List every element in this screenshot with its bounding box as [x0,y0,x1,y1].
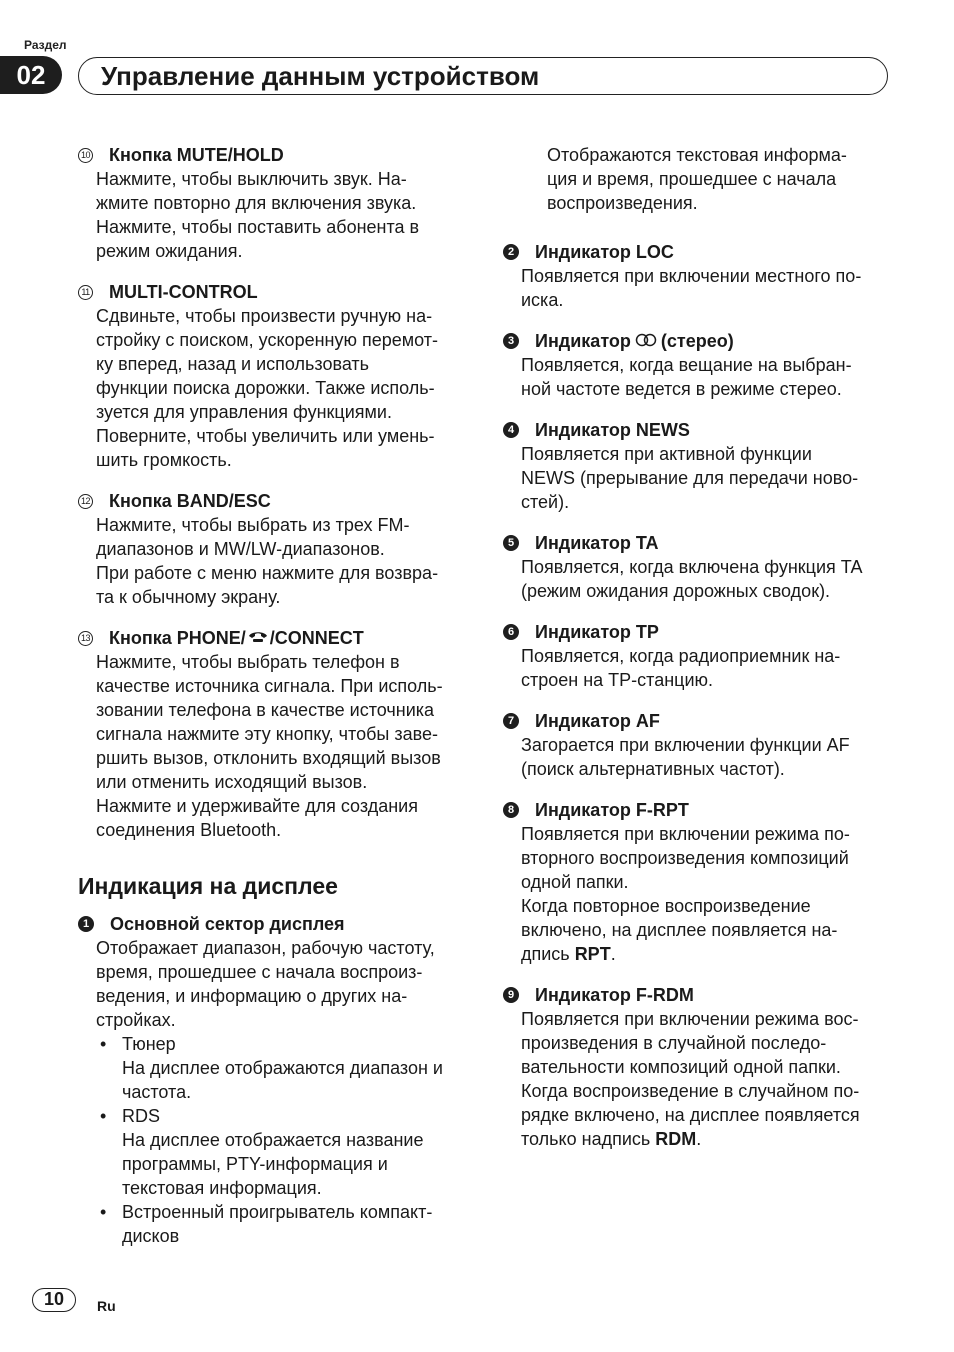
text-line: Отображает диапазон, рабочую частоту, [96,938,435,958]
display-section-heading: Индикация на дисплее [78,873,338,899]
bullet-label: Тюнер [122,1034,176,1054]
text-line: Появляется при включении режима по- [521,824,850,844]
item-title: Индикатор F-RDM [535,985,694,1005]
bullet-label: Встроенный проигрыватель компакт- [122,1202,433,1222]
item-number: 10 [78,148,93,163]
left-column [78,143,470,1265]
text-line: частота. [122,1082,192,1102]
text-line: Появляется при активной функции [521,444,812,464]
text-line: соединения Bluetooth. [96,820,282,840]
item-number: 12 [78,494,93,509]
text-line: включено, на дисплее появляется на- [521,920,838,940]
right-column [503,143,898,1168]
text-line: текстовая информация. [122,1178,322,1198]
chapter-number: 02 [0,56,62,94]
text-line: При работе с меню нажмите для возвра- [96,563,439,583]
text-line: ршить вызов, отклонить входящий вызов [96,748,441,768]
item-number: 1 [78,916,94,932]
item-mute-hold [78,143,470,263]
item-number: 5 [503,535,519,551]
stereo-icon [635,333,657,347]
item-band-esc [78,489,470,609]
chapter-title-frame [78,57,888,95]
text-line: иска. [521,290,564,310]
item-number: 2 [503,244,519,260]
item-title-part-b: /CONNECT [269,628,364,648]
item-ta-indicator [503,531,898,603]
text-line: Нажмите и удерживайте для создания [96,796,418,816]
item-title: Кнопка BAND/ESC [109,491,271,511]
text-line: NEWS (прерывание для передачи ново- [521,468,859,488]
item-tp-indicator [503,620,898,692]
text-line: Сдвиньте, чтобы произвести ручную на- [96,306,433,326]
item-stereo-indicator [503,329,898,401]
text-line: Поверните, чтобы увеличить или умень- [96,426,435,446]
text-line: дисков [122,1226,180,1246]
text-line: стройку с поиском, ускоренную перемот- [96,330,438,350]
text-line: Появляется при включении режима вос- [521,1009,859,1029]
item-title: MULTI-CONTROL [109,282,258,302]
bullet-item: • Встроенный проигрыватель компакт- дисков [100,1202,433,1246]
item-title: Индикатор AF [535,711,660,731]
item-number: 11 [78,285,93,300]
text-line: (режим ожидания дорожных сводок). [521,581,831,601]
bullet-item: • RDS На дисплее отображается название программы, PTY-информация и текстовая информация. [100,1106,424,1198]
text-line: зовании телефона в качестве источника [96,700,435,720]
item-title: Основной сектор дисплея [110,914,345,934]
item-main-display-area [78,912,470,1248]
phone-icon [247,630,269,643]
item-title-part-a: Кнопка PHONE/ [109,628,246,648]
text-line: режим ожидания. [96,241,243,261]
text-line: Отображаются текстовая информа- [547,145,847,165]
text-line-with-bold: дпись RPT. [521,944,616,964]
text-line: ция и время, прошедшее с начала [547,169,837,189]
item-title: Индикатор TA [535,533,659,553]
text-line: Нажмите, чтобы выключить звук. На- [96,169,407,189]
text-line-with-bold: только надпись RDM. [521,1129,702,1149]
text-line: функции поиска дорожки. Также исполь- [96,378,435,398]
section-label: Раздел [24,38,67,52]
item-multi-control [78,280,470,472]
text-line: вательности композиций одной папки. [521,1057,841,1077]
text-line: Появляется, когда включена функция TA [521,557,863,577]
text-line: ведения, и информацию о других на- [96,986,408,1006]
cd-player-continuation [503,143,898,215]
rpt-label: RPT [574,944,611,964]
item-title: Кнопка MUTE/HOLD [109,145,284,165]
text-line: сигнала нажмите эту кнопку, чтобы заве- [96,724,438,744]
text-line: время, прошедшее с начала воспроиз- [96,962,423,982]
item-title: Индикатор LOC [535,242,674,262]
text-line: (поиск альтернативных частот). [521,759,785,779]
item-number: 13 [78,631,93,646]
page-number: 10 [32,1288,76,1312]
item-af-indicator [503,709,898,781]
text-line: качестве источника сигнала. При исполь- [96,676,443,696]
text-line: рядке включено, на дисплее появляется [521,1105,860,1125]
text-line: та к обычному экрану. [96,587,281,607]
bullet-label: RDS [122,1106,161,1126]
language-code: Ru [97,1298,116,1314]
text-line: На дисплее отображаются диапазон и [122,1058,443,1078]
text-line: одной папки. [521,872,629,892]
item-f-rdm-indicator [503,983,898,1151]
text-line: программы, PTY-информация и [122,1154,388,1174]
item-number: 9 [503,987,519,1003]
item-number: 6 [503,624,519,640]
text-line: жмите повторно для включения звука. [96,193,417,213]
text-line: или отменить исходящий вызов. [96,772,368,792]
text-line: ку вперед, назад и использовать [96,354,370,374]
item-title: Индикатор F-RPT [535,800,689,820]
text-line: Появляется, когда вещание на выбран- [521,355,852,375]
item-title-part-a: Индикатор [535,331,631,351]
text-line: стей). [521,492,570,512]
item-phone-connect [78,626,470,842]
text-line: Загорается при включении функции AF [521,735,850,755]
item-number: 8 [503,802,519,818]
rdm-label: RDM [655,1129,697,1149]
text-line: Появляется, когда радиоприемник на- [521,646,841,666]
text-line: Когда воспроизведение в случайном по- [521,1081,860,1101]
text-line: Появляется при включении местного по- [521,266,862,286]
item-news-indicator [503,418,898,514]
item-number: 3 [503,333,519,349]
text-line: Нажмите, чтобы выбрать из трех FM- [96,515,410,535]
chapter-title: Управление данным устройством [101,61,540,91]
text-line: вторного воспроизведения композиций [521,848,849,868]
item-loc-indicator [503,240,898,312]
text-line: диапазонов и MW/LW-диапазонов. [96,539,385,559]
text-line: шить громкость. [96,450,232,470]
item-number: 7 [503,713,519,729]
text-line: произведения в случайной последо- [521,1033,827,1053]
text-line: ной частоте ведется в режиме стерео. [521,379,842,399]
text-line: Когда повторное воспроизведение [521,896,811,916]
text-line: На дисплее отображается название [122,1130,424,1150]
text-line: Нажмите, чтобы выбрать телефон в [96,652,400,672]
text-line: воспроизведения. [547,193,698,213]
bullet-item: • Тюнер На дисплее отображаются диапазон и частота. [100,1034,443,1102]
item-f-rpt-indicator [503,798,898,966]
text-line: зуется для управления функциями. [96,402,392,422]
item-title-part-b: (стерео) [660,331,734,351]
text-line: строен на TP-станцию. [521,670,714,690]
text-line: Нажмите, чтобы поставить абонента в [96,217,420,237]
item-title: Индикатор NEWS [535,420,690,440]
item-number: 4 [503,422,519,438]
text-line: стройках. [96,1010,176,1030]
item-title: Индикатор TP [535,622,659,642]
